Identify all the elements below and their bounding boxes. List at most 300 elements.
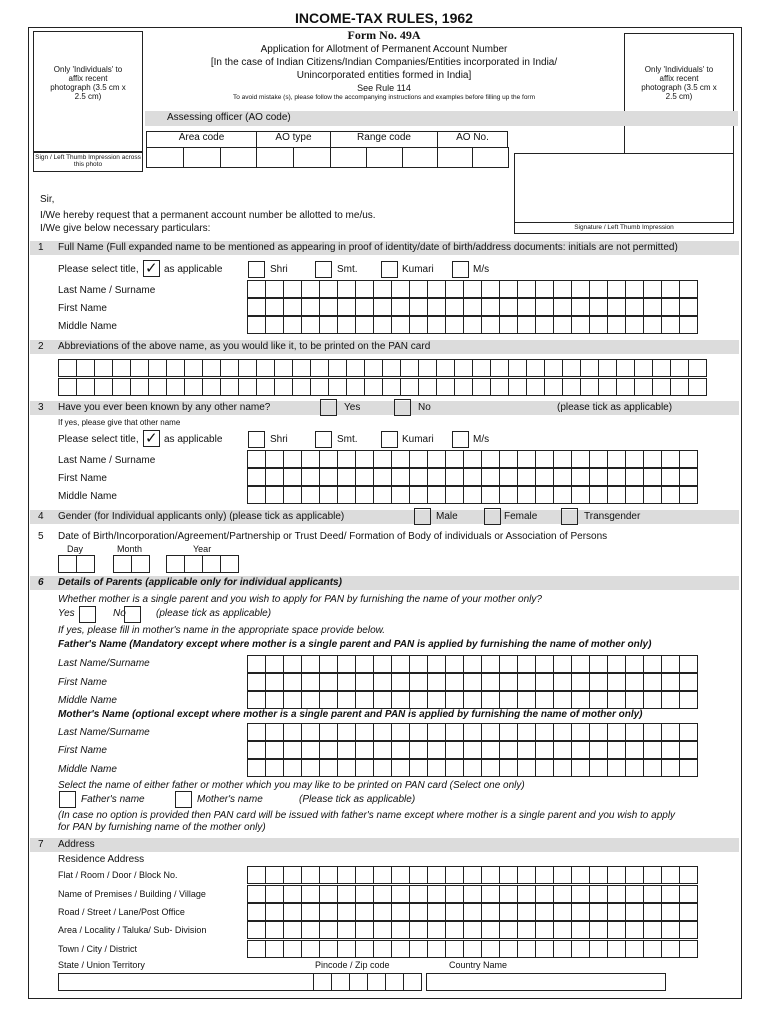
char-box[interactable] — [661, 866, 680, 884]
char-box[interactable] — [553, 903, 572, 921]
pincode-boxes[interactable] — [313, 973, 422, 991]
char-box[interactable] — [625, 885, 644, 903]
char-box[interactable] — [688, 378, 707, 396]
full-name-first-boxes[interactable] — [247, 298, 698, 316]
char-box[interactable] — [499, 468, 518, 486]
char-box[interactable] — [247, 691, 266, 709]
char-box[interactable] — [508, 359, 527, 377]
char-box[interactable] — [373, 885, 392, 903]
char-box[interactable] — [481, 940, 500, 958]
char-box[interactable] — [427, 280, 446, 298]
char-box[interactable] — [553, 723, 572, 741]
area-boxes[interactable] — [247, 921, 698, 939]
char-box[interactable] — [625, 655, 644, 673]
char-box[interactable] — [301, 673, 320, 691]
char-box[interactable] — [337, 468, 356, 486]
char-box[interactable] — [661, 691, 680, 709]
char-box[interactable] — [427, 903, 446, 921]
char-box[interactable] — [391, 759, 410, 777]
char-box[interactable] — [364, 359, 383, 377]
char-box[interactable] — [247, 885, 266, 903]
char-box[interactable] — [661, 280, 680, 298]
char-box[interactable] — [463, 298, 482, 316]
char-box[interactable] — [445, 866, 464, 884]
char-box[interactable] — [337, 691, 356, 709]
char-box[interactable] — [589, 691, 608, 709]
char-box[interactable] — [463, 655, 482, 673]
char-box[interactable] — [598, 378, 617, 396]
char-box[interactable] — [571, 468, 590, 486]
char-box[interactable] — [445, 903, 464, 921]
char-box[interactable] — [337, 759, 356, 777]
char-box[interactable] — [535, 655, 554, 673]
char-box[interactable] — [310, 378, 329, 396]
char-box[interactable] — [625, 316, 644, 334]
char-box[interactable] — [463, 486, 482, 504]
char-box[interactable] — [607, 866, 626, 884]
char-box[interactable] — [283, 298, 302, 316]
char-box[interactable] — [535, 723, 554, 741]
char-box[interactable] — [409, 655, 428, 673]
char-box[interactable] — [373, 940, 392, 958]
char-box[interactable] — [517, 741, 536, 759]
char-box[interactable] — [481, 885, 500, 903]
char-box[interactable] — [553, 741, 572, 759]
title-ms-checkbox[interactable] — [452, 261, 469, 278]
char-box[interactable] — [256, 359, 275, 377]
char-box[interactable] — [346, 359, 365, 377]
char-box[interactable] — [607, 316, 626, 334]
state-input[interactable] — [58, 973, 314, 991]
char-box[interactable] — [499, 759, 518, 777]
char-box[interactable] — [265, 866, 284, 884]
char-box[interactable] — [463, 921, 482, 939]
char-box[interactable] — [679, 903, 698, 921]
mother-first-boxes[interactable] — [247, 741, 698, 759]
char-box[interactable] — [355, 468, 374, 486]
char-box[interactable] — [283, 759, 302, 777]
char-box[interactable] — [283, 655, 302, 673]
char-box[interactable] — [607, 655, 626, 673]
char-box[interactable] — [661, 940, 680, 958]
char-box[interactable] — [391, 741, 410, 759]
char-box[interactable] — [445, 486, 464, 504]
char-box[interactable] — [517, 723, 536, 741]
char-box[interactable] — [301, 940, 320, 958]
char-box[interactable] — [454, 359, 473, 377]
char-box[interactable] — [571, 885, 590, 903]
char-box[interactable] — [391, 298, 410, 316]
char-box[interactable] — [355, 316, 374, 334]
char-box[interactable] — [373, 741, 392, 759]
char-box[interactable] — [427, 691, 446, 709]
char-box[interactable] — [445, 280, 464, 298]
char-box[interactable] — [481, 673, 500, 691]
char-box[interactable] — [481, 759, 500, 777]
char-box[interactable] — [283, 468, 302, 486]
char-box[interactable] — [418, 378, 437, 396]
char-box[interactable] — [355, 673, 374, 691]
char-box[interactable] — [373, 866, 392, 884]
char-box[interactable] — [364, 378, 383, 396]
char-box[interactable] — [265, 759, 284, 777]
char-box[interactable] — [571, 316, 590, 334]
char-box[interactable] — [355, 885, 374, 903]
char-box[interactable] — [517, 655, 536, 673]
char-box[interactable] — [301, 903, 320, 921]
char-box[interactable] — [337, 450, 356, 468]
char-box[interactable] — [283, 903, 302, 921]
char-box[interactable] — [283, 486, 302, 504]
char-box[interactable] — [409, 921, 428, 939]
char-box[interactable] — [337, 316, 356, 334]
char-box[interactable] — [247, 759, 266, 777]
char-box[interactable] — [463, 450, 482, 468]
char-box[interactable] — [436, 359, 455, 377]
char-box[interactable] — [535, 940, 554, 958]
char-box[interactable] — [499, 298, 518, 316]
char-box[interactable] — [607, 885, 626, 903]
char-box[interactable] — [409, 903, 428, 921]
char-box[interactable] — [571, 450, 590, 468]
char-box[interactable] — [445, 885, 464, 903]
char-box[interactable] — [409, 673, 428, 691]
char-box[interactable] — [607, 723, 626, 741]
char-box[interactable] — [535, 921, 554, 939]
title-tick-box[interactable] — [143, 260, 160, 277]
char-box[interactable] — [589, 450, 608, 468]
char-box[interactable] — [184, 378, 203, 396]
char-box[interactable] — [481, 691, 500, 709]
char-box[interactable] — [643, 723, 662, 741]
char-box[interactable] — [463, 280, 482, 298]
char-box[interactable] — [643, 298, 662, 316]
char-box[interactable] — [373, 450, 392, 468]
char-box[interactable] — [319, 486, 338, 504]
char-box[interactable] — [202, 359, 221, 377]
char-box[interactable] — [643, 940, 662, 958]
char-box[interactable] — [571, 691, 590, 709]
char-box[interactable] — [355, 691, 374, 709]
char-box[interactable] — [625, 866, 644, 884]
print-mother-name-checkbox[interactable] — [175, 791, 192, 808]
char-box[interactable] — [355, 655, 374, 673]
char-box[interactable] — [310, 359, 329, 377]
char-box[interactable] — [319, 903, 338, 921]
char-box[interactable] — [409, 866, 428, 884]
char-box[interactable] — [661, 903, 680, 921]
char-box[interactable] — [652, 359, 671, 377]
char-box[interactable] — [571, 741, 590, 759]
char-box[interactable] — [625, 903, 644, 921]
char-box[interactable] — [517, 486, 536, 504]
char-box[interactable] — [661, 655, 680, 673]
char-box[interactable] — [337, 655, 356, 673]
char-box[interactable] — [301, 316, 320, 334]
char-box[interactable] — [265, 691, 284, 709]
char-box[interactable] — [283, 691, 302, 709]
char-box[interactable] — [427, 921, 446, 939]
char-box[interactable] — [445, 723, 464, 741]
char-box[interactable] — [679, 921, 698, 939]
char-box[interactable] — [607, 940, 626, 958]
char-box[interactable] — [472, 359, 491, 377]
char-box[interactable] — [274, 378, 293, 396]
char-box[interactable] — [526, 359, 545, 377]
char-box[interactable] — [625, 691, 644, 709]
char-box[interactable] — [643, 280, 662, 298]
char-box[interactable] — [679, 486, 698, 504]
char-box[interactable] — [679, 691, 698, 709]
mother-last-boxes[interactable] — [247, 723, 698, 741]
flat-boxes[interactable] — [247, 866, 698, 884]
char-box[interactable] — [265, 885, 284, 903]
char-box[interactable] — [625, 940, 644, 958]
char-box[interactable] — [481, 921, 500, 939]
char-box[interactable] — [571, 866, 590, 884]
road-boxes[interactable] — [247, 903, 698, 921]
char-box[interactable] — [562, 378, 581, 396]
char-box[interactable] — [265, 280, 284, 298]
char-box[interactable] — [679, 741, 698, 759]
char-box[interactable] — [427, 741, 446, 759]
char-box[interactable] — [499, 691, 518, 709]
char-box[interactable] — [337, 903, 356, 921]
char-box[interactable] — [391, 940, 410, 958]
char-box[interactable] — [490, 378, 509, 396]
char-box[interactable] — [265, 655, 284, 673]
char-box[interactable] — [499, 866, 518, 884]
char-box[interactable] — [373, 759, 392, 777]
char-box[interactable] — [679, 940, 698, 958]
char-box[interactable] — [391, 486, 410, 504]
char-box[interactable] — [535, 866, 554, 884]
dob-day-boxes[interactable] — [58, 555, 95, 573]
char-box[interactable] — [463, 723, 482, 741]
photo-box-left[interactable] — [33, 31, 143, 152]
town-boxes[interactable] — [247, 940, 698, 958]
char-box[interactable] — [319, 921, 338, 939]
char-box[interactable] — [94, 359, 113, 377]
char-box[interactable] — [679, 450, 698, 468]
char-box[interactable] — [328, 378, 347, 396]
char-box[interactable] — [427, 468, 446, 486]
char-box[interactable] — [481, 866, 500, 884]
char-box[interactable] — [382, 359, 401, 377]
char-box[interactable] — [220, 359, 239, 377]
char-box[interactable] — [283, 280, 302, 298]
char-box[interactable] — [337, 866, 356, 884]
char-box[interactable] — [445, 655, 464, 673]
char-box[interactable] — [607, 903, 626, 921]
char-box[interactable] — [499, 316, 518, 334]
mother-middle-boxes[interactable] — [247, 759, 698, 777]
char-box[interactable] — [616, 378, 635, 396]
char-box[interactable] — [643, 741, 662, 759]
char-box[interactable] — [634, 359, 653, 377]
char-box[interactable] — [481, 741, 500, 759]
char-box[interactable] — [148, 359, 167, 377]
char-box[interactable] — [679, 673, 698, 691]
char-box[interactable] — [535, 316, 554, 334]
char-box[interactable] — [265, 940, 284, 958]
char-box[interactable] — [553, 298, 572, 316]
signature-box-right[interactable] — [514, 153, 734, 234]
char-box[interactable] — [238, 359, 257, 377]
char-box[interactable] — [283, 450, 302, 468]
char-box[interactable] — [589, 723, 608, 741]
char-box[interactable] — [553, 885, 572, 903]
char-box[interactable] — [301, 486, 320, 504]
char-box[interactable] — [634, 378, 653, 396]
char-box[interactable] — [553, 468, 572, 486]
char-box[interactable] — [445, 921, 464, 939]
char-box[interactable] — [373, 486, 392, 504]
char-box[interactable] — [301, 723, 320, 741]
char-box[interactable] — [463, 316, 482, 334]
char-box[interactable] — [643, 921, 662, 939]
char-box[interactable] — [607, 673, 626, 691]
char-box[interactable] — [337, 673, 356, 691]
char-box[interactable] — [148, 378, 167, 396]
char-box[interactable] — [391, 921, 410, 939]
char-box[interactable] — [688, 359, 707, 377]
char-box[interactable] — [355, 866, 374, 884]
char-box[interactable] — [319, 280, 338, 298]
char-box[interactable] — [256, 378, 275, 396]
char-box[interactable] — [481, 298, 500, 316]
char-box[interactable] — [355, 450, 374, 468]
char-box[interactable] — [571, 940, 590, 958]
char-box[interactable] — [319, 741, 338, 759]
char-box[interactable] — [373, 468, 392, 486]
char-box[interactable] — [265, 450, 284, 468]
char-box[interactable] — [265, 673, 284, 691]
char-box[interactable] — [247, 741, 266, 759]
char-box[interactable] — [679, 759, 698, 777]
char-box[interactable] — [355, 921, 374, 939]
char-box[interactable] — [427, 655, 446, 673]
char-box[interactable] — [319, 940, 338, 958]
char-box[interactable] — [301, 655, 320, 673]
char-box[interactable] — [499, 940, 518, 958]
char-box[interactable] — [409, 940, 428, 958]
char-box[interactable] — [373, 298, 392, 316]
char-box[interactable] — [391, 723, 410, 741]
char-box[interactable] — [265, 741, 284, 759]
char-box[interactable] — [553, 280, 572, 298]
char-box[interactable] — [625, 468, 644, 486]
char-box[interactable] — [265, 298, 284, 316]
title-smt-checkbox[interactable] — [315, 261, 332, 278]
char-box[interactable] — [679, 723, 698, 741]
char-box[interactable] — [553, 673, 572, 691]
char-box[interactable] — [427, 486, 446, 504]
char-box[interactable] — [553, 940, 572, 958]
char-box[interactable] — [571, 903, 590, 921]
char-box[interactable] — [391, 280, 410, 298]
char-box[interactable] — [643, 468, 662, 486]
char-box[interactable] — [670, 378, 689, 396]
char-box[interactable] — [679, 885, 698, 903]
char-box[interactable] — [409, 885, 428, 903]
char-box[interactable] — [607, 280, 626, 298]
char-box[interactable] — [517, 885, 536, 903]
char-box[interactable] — [589, 921, 608, 939]
char-box[interactable] — [535, 298, 554, 316]
char-box[interactable] — [571, 723, 590, 741]
char-box[interactable] — [337, 741, 356, 759]
char-box[interactable] — [445, 450, 464, 468]
char-box[interactable] — [553, 486, 572, 504]
char-box[interactable] — [616, 359, 635, 377]
char-box[interactable] — [571, 921, 590, 939]
char-box[interactable] — [409, 468, 428, 486]
char-box[interactable] — [499, 673, 518, 691]
char-box[interactable] — [463, 673, 482, 691]
char-box[interactable] — [319, 450, 338, 468]
char-box[interactable] — [517, 280, 536, 298]
char-box[interactable] — [409, 741, 428, 759]
char-box[interactable] — [247, 940, 266, 958]
char-box[interactable] — [301, 450, 320, 468]
char-box[interactable] — [283, 940, 302, 958]
char-box[interactable] — [319, 673, 338, 691]
char-box[interactable] — [409, 316, 428, 334]
dob-month-boxes[interactable] — [113, 555, 150, 573]
char-box[interactable] — [661, 885, 680, 903]
other-name-middle-boxes[interactable] — [247, 486, 698, 504]
char-box[interactable] — [427, 885, 446, 903]
char-box[interactable] — [355, 280, 374, 298]
gender-female-checkbox[interactable] — [484, 508, 501, 525]
char-box[interactable] — [607, 921, 626, 939]
char-box[interactable] — [481, 450, 500, 468]
char-box[interactable] — [373, 316, 392, 334]
char-box[interactable] — [427, 298, 446, 316]
char-box[interactable] — [589, 866, 608, 884]
char-box[interactable] — [184, 359, 203, 377]
char-box[interactable] — [607, 691, 626, 709]
char-box[interactable] — [247, 723, 266, 741]
char-box[interactable] — [265, 486, 284, 504]
char-box[interactable] — [409, 450, 428, 468]
char-box[interactable] — [553, 450, 572, 468]
char-box[interactable] — [625, 280, 644, 298]
char-box[interactable] — [661, 298, 680, 316]
father-middle-boxes[interactable] — [247, 691, 698, 709]
char-box[interactable] — [661, 450, 680, 468]
premises-boxes[interactable] — [247, 885, 698, 903]
char-box[interactable] — [535, 691, 554, 709]
full-name-middle-boxes[interactable] — [247, 316, 698, 334]
char-box[interactable] — [517, 673, 536, 691]
char-box[interactable] — [409, 759, 428, 777]
char-box[interactable] — [337, 921, 356, 939]
char-box[interactable] — [283, 885, 302, 903]
title-ms-checkbox-2[interactable] — [452, 431, 469, 448]
char-box[interactable] — [643, 486, 662, 504]
char-box[interactable] — [337, 723, 356, 741]
char-box[interactable] — [499, 655, 518, 673]
char-box[interactable] — [301, 921, 320, 939]
char-box[interactable] — [265, 723, 284, 741]
char-box[interactable] — [553, 759, 572, 777]
char-box[interactable] — [328, 359, 347, 377]
char-box[interactable] — [481, 316, 500, 334]
char-box[interactable] — [589, 468, 608, 486]
char-box[interactable] — [535, 885, 554, 903]
